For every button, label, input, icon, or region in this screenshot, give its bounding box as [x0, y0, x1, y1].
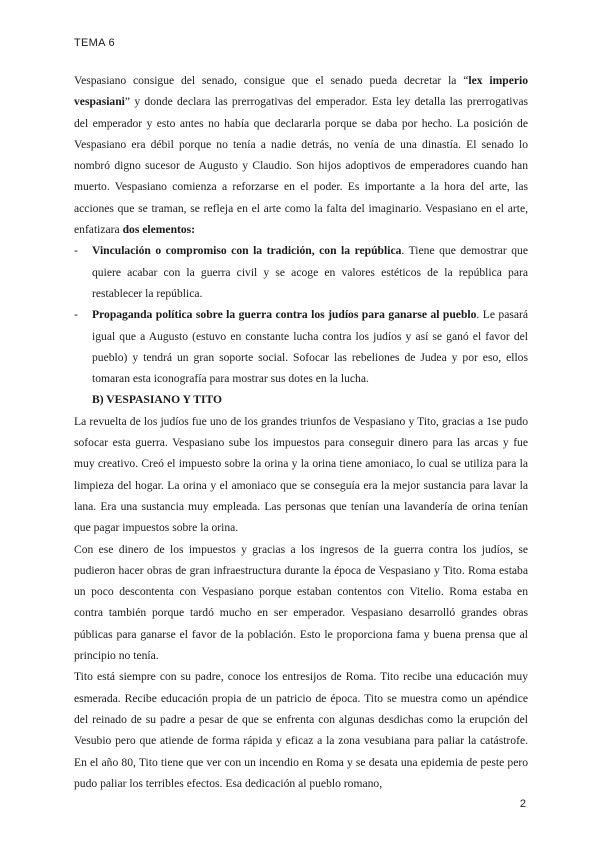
list-item: - Vinculación o compromiso con la tradición, con la república. Tiene que demostrar que quiere acabar con la guerra civil y se acoge en valores estéticos de la república para restablecer la república.	[74, 240, 528, 304]
page-number: 2	[519, 798, 526, 810]
lex-imperio-term: lex imperio vespasiani	[74, 74, 529, 109]
elements-list	[74, 240, 528, 389]
page-body	[74, 70, 528, 794]
dash-bullet: -	[74, 244, 78, 258]
paragraph-tito: Tito está siempre con su padre, conoce los entresijos de Roma. Tito recibe una educación muy esmerada. Recibe educación propia de un patricio de época. Tito se muestra como un apéndice del reinado de su padre a pesar de que se enfrenta con algunas desdichas como la erupción del Vesubio pero que atiende de forma rápida y eficaz a la zona vesubiana para paliar la catástrofe. En el año 80, Tito tiene que ver con un incendio en Roma y se desata una epidemia de peste pero pudo paliar los terribles efectos. Esa dedicación al pueblo romano,	[74, 670, 528, 790]
page-header: TEMA 6	[74, 37, 115, 49]
dos-elementos-term: dos elementos:	[122, 223, 196, 237]
list-item: - Propaganda política sobre la guerra contra los judíos para ganarse al pueblo. Le pasará igual que a Augusto (estuvo en constante lucha contra los judíos y así se ganó el favor del pueblo) y tendrá un gran soporte social. Sofocar las rebeliones de Judea y por eso, ellos tomaran esta iconografía para mostrar sus dotes en la lucha.	[74, 304, 528, 389]
dash-bullet: -	[74, 308, 78, 322]
paragraph-intro: Vespasiano consigue del senado, consigue que el senado pueda decretar la “lex imperio vespasiani” y donde declara las prerrogativas del emperador. Esta ley detalla las prerrogativas del emperador y esto antes no había que declararla porque se daba por hecho. La posición de Vespasiano era débil porque no tenía a nadie detrás, no venía de una dinastía. El senado lo nombró digno sucesor de Augusto y Claudio. Son hijos adoptivos de emperadores cuando han muerto. Vespasiano comienza a reforzarse en el poder. Es importante a la hora del arte, las acciones que se traman, se refleja en el arte como la falta del imaginario. Vespasiano en el arte, enfatizara dos elementos:	[74, 74, 529, 237]
section-heading: B) VESPASIANO Y TITO	[92, 393, 223, 407]
paragraph-revuelta: La revuelta de los judíos fue uno de los grandes triunfos de Vespasiano y Tito, gracias a 1se pudo sofocar esta guerra. Vespasiano sube los impuestos para conseguir dinero para las arcas y fue muy creativo. Creó el impuesto sobre la orina y la orina tiene amoniaco, lo cual se utiliza para la limpieza del hogar. La orina y el amoniaco que se conseguía era la mejor sustancia para lavar la lana. Era una sustancia muy empleada. Las personas que tenían una lavandería de orina tenían que pagar impuestos sobre la orina.	[74, 414, 528, 535]
paragraph-impuestos: Con ese dinero de los impuestos y gracias a los ingresos de la guerra contra los judíos, se pudieron hacer obras de gran infraestructura durante la época de Vespasiano y Tito. Roma estaba un poco descontenta con Vespasiano porque estaban contentos con Vitelio. Roma estaba en contra también porque tardó mucho en ser emperador. Vespasiano desarrolló grandes obras públicas para ganarse el favor de la población. Esto le proporciona fama y buena prensa que al principio no tenía.	[74, 542, 528, 663]
